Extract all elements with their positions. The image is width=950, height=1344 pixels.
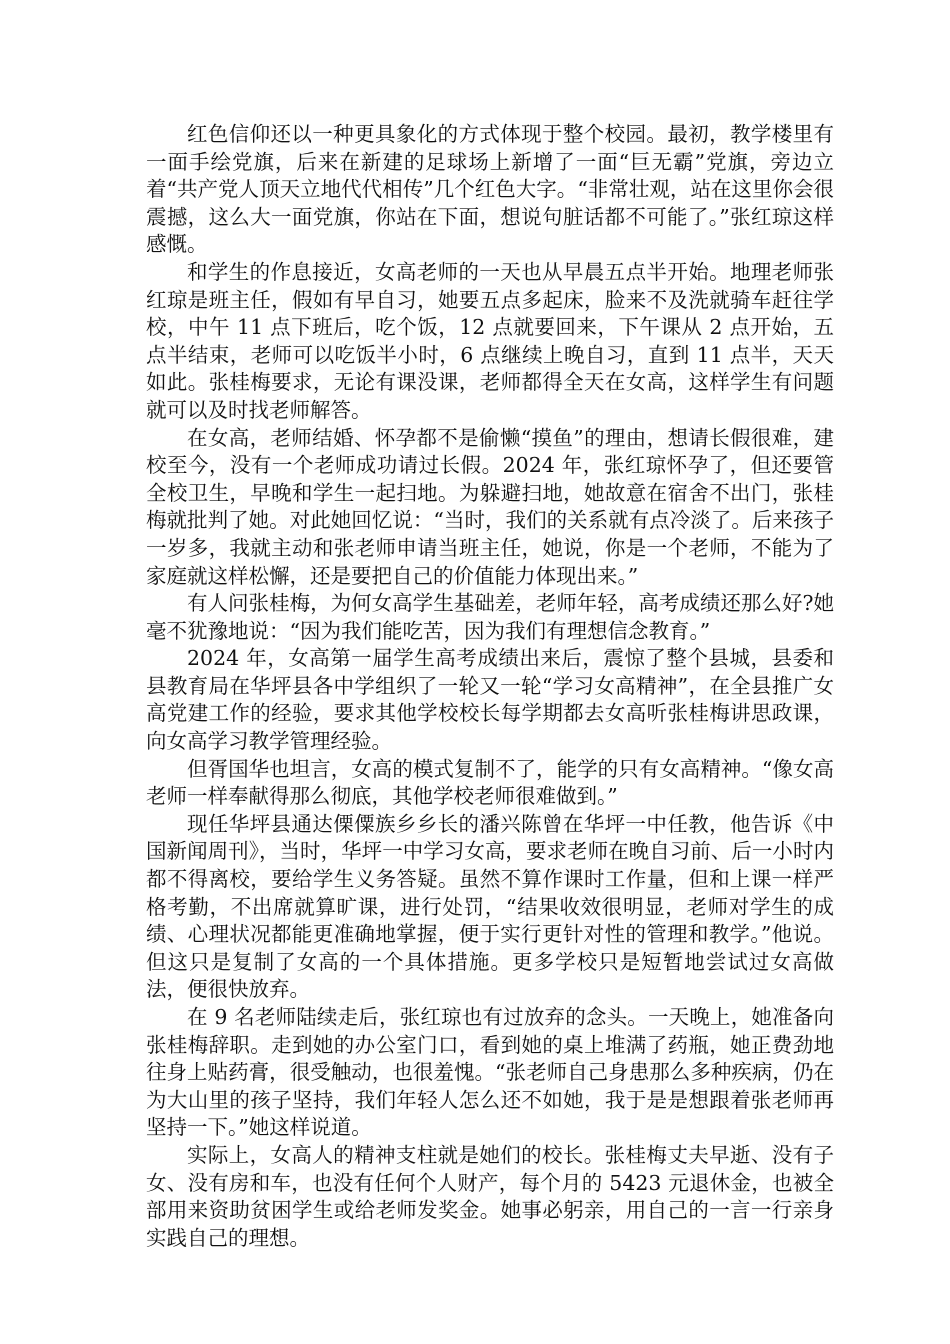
paragraph-resignation-thought: 在 9 名老师陆续走后，张红琼也有过放弃的念头。一天晚上，她准备向张桂梅辞职。走到她的办公室门口，看到她的桌上堆满了药瓶，她正费劲地往身上贴药膏，很受触动，也很羞愧。“张老师自己身患那么多种疾病，仍在为大山里的孩子坚持，我们年轻人怎么还不如她，我于是是想跟着张老师再坚持一下。”她这样说道。: [146, 1005, 834, 1140]
paragraph-model-not-copyable: 但胥国华也坦言，女高的模式复制不了，能学的只有女高精神。“像女高老师一样奉献得那么彻底，其他学校老师很难做到。”: [146, 756, 834, 809]
paragraph-county-learning: 2024 年，女高第一届学生高考成绩出来后，震惊了整个县城，县委和县教育局在华坪县各中学组织了一轮又一轮“学习女高精神”，在全县推广女高党建工作的经验，要求其他学校校长每学期都去女高听张桂梅讲思政课，向女高学习教学管理经验。: [146, 646, 834, 754]
paragraph-principal-pillar: 实际上，女高人的精神支柱就是她们的校长。张桂梅丈夫早逝、没有子女、没有房和车，也没有任何个人财产，每个月的 5423 元退休金，也被全部用来资助贫困学生或给老师发奖金。她事必躬亲，用自己的一言一行亲身实践自己的理想。: [146, 1142, 834, 1250]
paragraph-flag: 红色信仰还以一种更具象化的方式体现于整个校园。最初，教学楼里有一面手绘党旗，后来在新建的足球场上新增了一面“巨无霸”党旗，旁边立着“共产党人顶天立地代代相传”几个红色大字。“非常壮观，站在这里你会很震撼，这么大一面党旗，你站在下面，想说句脏话都不可能了。”张红琼这样感慨。: [146, 122, 834, 257]
paragraph-leave-policy: 在女高，老师结婚、怀孕都不是偷懒“摸鱼”的理由，想请长假很难，建校至今，没有一个老师成功请过长假。2024 年，张红琼怀孕了，但还要管全校卫生，早晚和学生一起扫地。为躲避扫地，她故意在宿舍不出门，张桂梅就批判了她。对此她回忆说：“当时，我们的关系就有点冷淡了。后来孩子一岁多，我就主动和张老师申请当班主任，她说，你是一个老师，不能为了家庭就这样松懈，还是要把自己的价值能力体现出来。”: [146, 425, 834, 588]
article-body: [146, 121, 834, 1252]
paragraph-exam-results-question: 有人问张桂梅，为何女高学生基础差，老师年轻，高考成绩还那么好?她毫不犹豫地说：“因为我们能吃苦，因为我们有理想信念教育。”: [146, 591, 834, 643]
paragraph-huaping-no1: 现任华坪县通达傈僳族乡乡长的潘兴陈曾在华坪一中任教，他告诉《中国新闻周刊》，当时，华坪一中学习女高，要求老师在晚自习前、后一小时内都不得离校，要给学生义务答疑。虽然不算作课时工作量，但和上课一样严格考勤，不出席就算旷课，进行处罚，“结果收效很明显，老师对学生的成绩、心理状况都能更准确地掌握，便于实行更针对性的管理和教学。”他说。但这只是复制了女高的一个具体措施。更多学校只是短暂地尝试过女高做法，便很快放弃。: [146, 811, 834, 1002]
paragraph-daily-schedule: 和学生的作息接近，女高老师的一天也从早晨五点半开始。地理老师张红琼是班主任，假如有早自习，她要五点多起床，脸来不及洗就骑车赶往学校，中午 11 点下班后，吃个饭，12 点就要回来，下午课从 2 点开始，五点半结束，老师可以吃饭半小时，6 点继续上晚自习，直到 11 点半，天天如此。张桂梅要求，无论有课没课，老师都得全天在女高，这样学生有问题就可以及时找老师解答。: [146, 259, 834, 422]
